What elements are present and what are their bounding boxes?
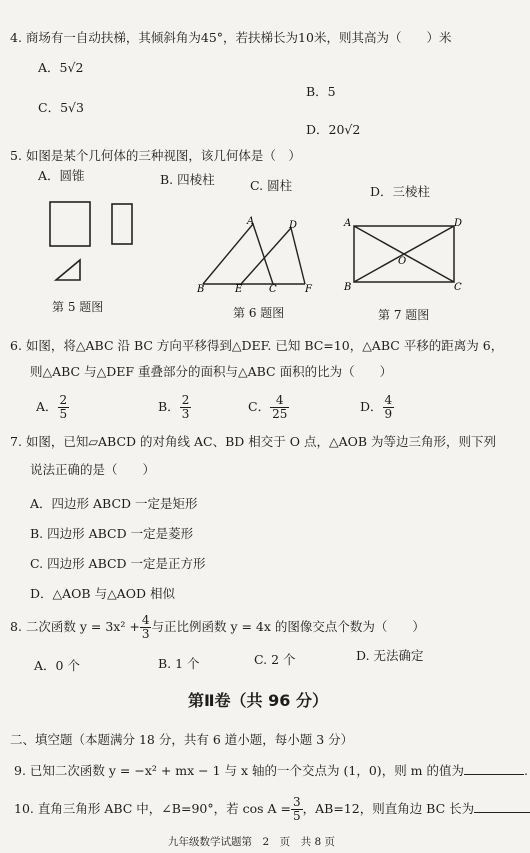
q5-option-b: B. 四棱柱: [160, 172, 215, 187]
q6-stem-line1: 6. 如图，将△ABC 沿 BC 方向平移得到△DEF. 已知 BC=10，△ABC 平移的距离为 6，: [10, 338, 504, 353]
q7-stem-line1: 7. 如图，已知▱ABCD 的对角线 AC、BD 相交于 O 点，△AOB 为等边三角形，则下列: [10, 434, 497, 449]
page-footer: 九年级数学试题第 2 页 共 8 页: [168, 836, 336, 848]
q6-c-numerator: 4: [270, 394, 289, 408]
q6-b-numerator: 2: [181, 393, 190, 407]
q5-option-a: A．圆锥: [38, 168, 85, 183]
fig7-label-a: A: [344, 218, 352, 229]
q8-option-c: C. 2 个: [254, 652, 296, 667]
q6-option-b: [158, 394, 191, 421]
fig5-front-view: [50, 202, 90, 246]
q8-option-b: B. 1 个: [158, 656, 200, 671]
fig6-diagram: [195, 212, 325, 294]
q6-option-a: [36, 394, 69, 421]
q10-numerator: 3: [292, 795, 301, 809]
q8-stem-pre: 8. 二次函数 y = 3x² +: [10, 619, 140, 634]
q4-option-b: B．5: [306, 84, 336, 99]
fig6-label-b: B: [197, 284, 205, 295]
fig7-caption: 第 7 题图: [378, 308, 430, 322]
fig7-label-c: C: [454, 282, 462, 293]
fig7-label-o: O: [398, 256, 407, 267]
section2-title: 第Ⅱ卷（共 96 分）: [188, 691, 328, 710]
q6-option-c-fraction: [270, 394, 289, 421]
fig6-label-d: D: [289, 220, 298, 231]
section2-part-heading: 二、填空题（本题满分 18 分，共有 6 道小题，每小题 3 分）: [10, 732, 354, 747]
fig7-label-b: B: [344, 282, 352, 293]
q8-numerator: 4: [141, 613, 150, 627]
q8-option-d: D. 无法确定: [356, 648, 424, 663]
q6-option-c-label: C．: [248, 399, 271, 414]
fig6-label-f: F: [305, 284, 312, 295]
q7-option-c: C. 四边形 ABCD 一定是正方形: [30, 556, 206, 571]
fig5-three-views: [40, 198, 140, 288]
fig6-label-e: E: [235, 284, 243, 295]
fig6-label-c: C: [269, 284, 277, 295]
q6-b-denominator: 3: [181, 407, 190, 421]
q10-stem: [14, 796, 530, 823]
q8-stem: [10, 614, 425, 641]
fig5-top-view: [56, 260, 80, 280]
fig7-diagram: [340, 214, 465, 294]
q4-option-d: D．20√2: [306, 122, 361, 137]
q5-stem: 5. 如图是某个几何体的三种视图，该几何体是（ ）: [10, 148, 301, 163]
q6-stem-line2: 则△ABC 与△DEF 重叠部分的面积与△ABC 面积的比为（ ）: [30, 364, 393, 379]
fig6-label-a: A: [247, 216, 255, 227]
q6-option-b-label: B．: [158, 399, 180, 414]
q9-stem: 9. 已知二次函数 y = −x² + mx − 1 与 x 轴的一个交点为 (1，0)，则 m 的值为 .: [14, 763, 528, 778]
q6-option-d-label: D．: [360, 399, 383, 414]
q8-option-a: A．0 个: [34, 658, 80, 673]
fig6-triangle-abc: [203, 224, 273, 284]
q7-option-a: A．四边形 ABCD 一定是矩形: [30, 496, 198, 511]
q9-answer-blank: [464, 762, 524, 775]
q8-denominator: 3: [141, 627, 150, 641]
q6-option-b-fraction: [180, 394, 192, 421]
q10-stem-post: ，AB=12，则直角边 BC 长为: [302, 801, 475, 816]
q10-fraction: [291, 796, 303, 823]
q6-a-numerator: 2: [59, 393, 68, 407]
q7-option-d: D．△AOB 与△AOD 相似: [30, 586, 175, 601]
fig5-caption: 第 5 题图: [52, 300, 104, 314]
q6-d-numerator: 4: [384, 393, 393, 407]
q6-option-a-label: A．: [36, 399, 58, 414]
q6-c-denominator: 25: [272, 407, 288, 421]
q7-stem-line2: 说法正确的是（ ）: [30, 462, 156, 477]
fig6-caption: 第 6 题图: [233, 306, 285, 320]
q8-stem-post: 与正比例函数 y = 4x 的图像交点个数为（ ）: [151, 619, 425, 634]
fig6-triangle-def: [241, 228, 305, 284]
fig5-side-view: [112, 204, 132, 244]
fig7-label-d: D: [454, 218, 463, 229]
q10-denominator: 5: [292, 809, 301, 823]
q6-option-d-fraction: [383, 394, 395, 421]
q6-option-a-fraction: [58, 394, 70, 421]
q7-option-b: B. 四边形 ABCD 一定是菱形: [30, 526, 194, 541]
q6-option-c: [248, 394, 289, 421]
q8-fraction: [140, 614, 152, 641]
q10-answer-blank: [474, 800, 530, 813]
q6-a-denominator: 5: [59, 407, 68, 421]
q4-stem: 4. 商场有一自动扶梯，其倾斜角为45°，若扶梯长为10米，则其高为（ ）米: [10, 30, 452, 45]
q10-stem-pre: 10. 直角三角形 ABC 中，∠B=90°，若 cos A =: [14, 801, 291, 816]
q4-option-c: C．5√3: [38, 100, 84, 115]
q5-option-c: C. 圆柱: [250, 178, 293, 193]
q9-text: 9. 已知二次函数 y = −x² + mx − 1 与 x 轴的一个交点为 (1，0)，则 m 的值为: [14, 763, 464, 778]
q6-d-denominator: 9: [384, 407, 393, 421]
q6-option-d: [360, 394, 394, 421]
q5-option-d: D．三棱柱: [370, 184, 431, 199]
q4-option-a: A．5√2: [38, 60, 84, 75]
